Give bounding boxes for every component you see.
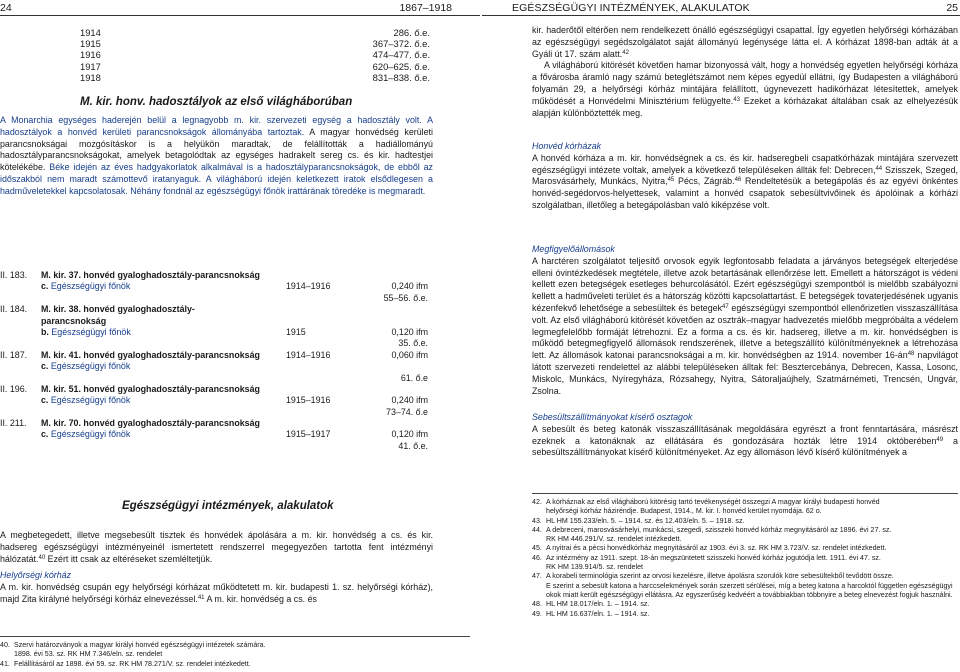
archive-unit: II. 187. M. kir. 41. honvéd gyaloghadosztály-parancsnokság 1914–1916 0,060 ifm c. Egészségügyi főnök 61. ő.e (0, 349, 428, 383)
archive-units-list (0, 270, 430, 452)
left-footnotes (0, 636, 470, 669)
intro-blue-text-2: Béke idején az éves hadgyakorlatok alkalmával is a hadosztályparancsnokságok, de ebből az időszakból nem maradt számottevő iratanyaguk. A világháború idején keletkezett iratok elsődlegesen a hadműveletekkel kapcsolatosak. Néhány fondnál az egészségügyi főnök irattárának töredéke is megmaradt. (0, 162, 433, 196)
year-row: 1916 474–477. ő.e. (80, 49, 430, 61)
right-page (482, 0, 960, 672)
left-running-title: 1867–1918 (399, 2, 452, 14)
section-title: M. kir. honv. hadosztályok az első világháborúban (80, 96, 353, 108)
right-footnotes (532, 493, 958, 619)
footnote: 44. A debreceni, marosvásárhelyi, munkácsi, szegedi, szisszeki honvéd kórház megnyitásáról az 1896. évi 27. sz. RK HM 446.291/V. sz. rendelet intézkedett. (532, 525, 892, 544)
footnote: 40. Szervi határozványok a magyar királyi honvéd egészségügyi intézetek számára. 1898. évi 53. sz. RK HM 7.346/eln. sz. rendelet (0, 641, 266, 659)
footnote: 49. HL HM 16.637/eln. 1. – 1914. sz. (532, 609, 650, 618)
footnote: 46. Az intézmény az 1911. szept. 18-án megszüntetett szisszeki honvéd kórház jogutódja lett. 1911. évi 47. sz. RK HM 139.914/5. sz. rendelet (532, 553, 881, 572)
year-row: 1915 367–372. ő.e. (80, 38, 430, 50)
right-page-number: 25 (946, 2, 958, 14)
escort-units-heading: Sebesültszállítmányokat kísérő osztagok (532, 412, 693, 422)
footnote: 47. A korabeli terminológia szerint az orvosi kezelésre, illetve ápolásra szorulók köre sebesültekből tevődött össze. E szerint a sebesült katona a harccselekmények során szerzett sérülései, míg a beteg katona a harcoktól független egészségügyi okok miatt került egészségügyi ellátásra. Az egyszerűség kedvéért a továbbiakban többnyire a beteg elnevezést fogjuk használni. (532, 572, 953, 599)
year-row: 1914 286. ő.e. (80, 27, 430, 38)
honved-hospitals-heading: Honvéd kórházak (532, 141, 602, 151)
institutions-paragraph: A megbetegedett, illetve megsebesült tisztek és honvédek ápolására a m. kir. honvédség a cs. és kir. hadsereg egészségügyi intézményeinél ismertetett rendszerrel megegyezően tartotta fent intézményi hálózatát.$^{40}$ Ezért itt csak az eltéréseket szemléltetjük. (0, 530, 433, 564)
intro-blue-text: A Monarchia egységes haderején belül a legnagyobb m. kir. szervezeti egység a hadosztály volt. A hadosztályok a honvéd kerületi parancsnokságok állományába tartoztak. (0, 115, 433, 137)
archive-unit: II. 183. M. kir. 37. honvéd gyaloghadosztály-parancsnokság c. Egészségügyi főnök 1914–1916 0,240 ifm 55–56. ő.e. (0, 270, 428, 303)
garrison-hospital-heading: Helyőrségi kórház (0, 570, 72, 580)
left-page-number: 24 (0, 2, 12, 14)
year-reference-table (80, 27, 430, 83)
subsection-title: Egészségügyi intézmények, alakulatok (122, 500, 334, 512)
year-row: 1918 831–838. ő.e. (80, 71, 430, 83)
footnote: 48. HL HM 18.017/eln. 1. – 1914. sz. (532, 600, 650, 609)
archive-unit: II. 184. M. kir. 38. honvéd gyaloghadosztály- parancsnokság b. Egészségügyi főnök 1915 0,120 ifm 35. ő.e. (0, 304, 428, 349)
footnote: 42. A kórháznak az első világháború kitörésig tartó tevékenységét összegzi A magyar királyi budapesti honvéd helyőrségi kórház háziréndje. Budapest, 1914., M. kir. I. honvéd kerület nyomdája. 62 o. (532, 498, 880, 516)
escort-units-section: Sebesültszállítmányokat kísérő osztagok A sebesült és beteg katonák visszaszállításának megoldására egyrészt a front fenntartására, másrészt ezeknek a katonáknak az ellátására és gondozására hozták létre 1914 októberében$^{49}$ a sebesültszállítmányokat kísérő különítményeket. Az egy állomáson lévő kísérő különítmények a (532, 412, 958, 458)
left-running-header (0, 2, 480, 16)
archive-unit: II. 211. M. kir. 70. honvéd gyaloghadosztály-parancsnokság c. Egészségügyi főnök 1915–1917 0,120 ifm 41. ő.e. (0, 418, 428, 451)
intro-paragraph (0, 115, 433, 198)
year-row: 1917 620–625. ő.e. (80, 60, 430, 72)
intro-black-text: A magyar honvédség kerületi parancsnokságai mozgósításkor is a helyükön maradtak, de felállították a hadiállományú hadosztályparancsnokságokat, amelyek betagolódtak az egységes hadrakelt sereg cs. és kir. hadtestjei kötelékébe. (0, 126, 433, 173)
footnote: 41. Felállításáról az 1898. évi 59. sz. RK HM 78.271/V. sz. rendelet intézkedett. (0, 659, 251, 668)
right-running-header (482, 2, 960, 16)
archive-unit: II. 196. M. kir. 51. honvéd gyaloghadosztály-parancsnokság c. Egészségügyi főnök 1915–1916 0,240 ifm 73–74. ő.e (0, 383, 428, 417)
honved-hospitals-section: Honvéd kórházak A honvéd kórháza a m. kir. honvédségnek a cs. és kir. hadseregbeli csapatkórházak mintájára szervezett egészségügyi intézete voltak, amelyek a következő településeken állták fel: Debrecen,$^{44}$ Szisszek, Szeged, Marosvásárhely, Munkács, Nyitra,$^{45}$ Pécs, Zágráb.$^{46}$ Rendeltetésük a betegápolás és az egyévi önkéntes honvéd-segédorvos-helyettesek, valamint a honvéd csapatok sebesültvivőinek és ápolóinak a kórházi szolgálatban, illetőleg a betegápolásban való kiképzése volt. (532, 141, 958, 210)
right-running-title: EGÉSZSÉGÜGYI INTÉZMÉNYEK, ALAKULATOK (512, 2, 750, 14)
garrison-hospital-section: Helyőrségi kórház A m. kir. honvédség csupán egy helyőrségi kórházat működtetett m. kir. budapesti 1. sz. helyőrségi kórház), majd Zita királyné helyőrségi kórház elnevezéssel.$^{41}$ A m. kir. honvédség a cs. és (0, 570, 433, 604)
footnote: 43. HL HM 155.233/eln. 5. – 1914. sz. és 12.403/eln. 5. – 1918. sz. (532, 516, 745, 525)
footnote: 45. A nyitrai és a pécsi honvédkórház megnyitásáról az 1903. évi 3. sz. RK HM 3.723/V. sz. rendelet intézkedett. (532, 544, 887, 553)
observation-stations-heading: Megfigyelőállomások (532, 244, 615, 254)
right-intro-paragraphs: kir. haderőtől eltérően nem rendelkezett önálló egészségügyi csapattal. Így egyetlen helyőrségi kórházában az egészségügyi segédszolgálatot saját állományú legénysége látta el. A kórházat 1898-ban adták át a Gyáli út 17. szám alatt.$^{42}$ A világháború kitörését követően hamar bizonyossá vált, hogy a honvédség egyetlen helyőrségi kórháza a fővárosba áramló nagy számú beteglétszámot nem képes egyedül ellátni, így Budapesten a világháború folyamán 29, a helyőrségi kórház mintájára felállított, úgynevezett hadikórházat létesítettek, amelyek működését a Honvédelmi Minisztérium felügyelte.$^{43}$ Ezeket a kórházakat általában csak az elhelyezésük alapján különböztették meg. (532, 25, 958, 118)
observation-stations-section: Megfigyelőállomások A harctéren szolgálatot teljesítő orvosok egyik legfontosabb feladata a járványos betegségek elterjedése elleni óvintézkedések megtétele, illetve azok betartásának ellenőrzése lett. Emellett a hátországot is védeni kellett ezen betegségek esetleges behurcolásától. Ezért egészségügyi szempontból is mielőbb szabályozni kellett a hadműveleti terület és a hátország közötti kapcsolattartást. E betegségek tovaterjedésének ugyanis kézenfekvő lehetősége a sebesültek és betegek$^{47}$ egészségügyi szempontból ellenőrizetlen visszaszállítása volt. Az első világháború kitörését követően az osztrák–magyar hadvezetés mielőbb megpróbálta a védelem legmegfelelőbb formáját létrehozni. Ez a forma a cs. és kir. hadsereg, illetve a m. kir. honvédségben is működő betegmegfigyelő állomások rendszerének, illetve a betegszállító különítményeknek a létrehozása lett. Az állomások katonai parancsnokságai a m. kir. honvédségben az 1914. november $16-án^{48}$ napvilágot látott szervezeti rendelettel az alábbi településeken álltak fel: Besztercebánya, Debrecen, Kassa, Losonc, Miskolc, Munkács, Nyíregyháza, Rózsahegy, Nyitra, Sátoraljaújhely, Szatmárnémeti, Trencsén, Ungvár, Zsolna. (532, 244, 958, 396)
